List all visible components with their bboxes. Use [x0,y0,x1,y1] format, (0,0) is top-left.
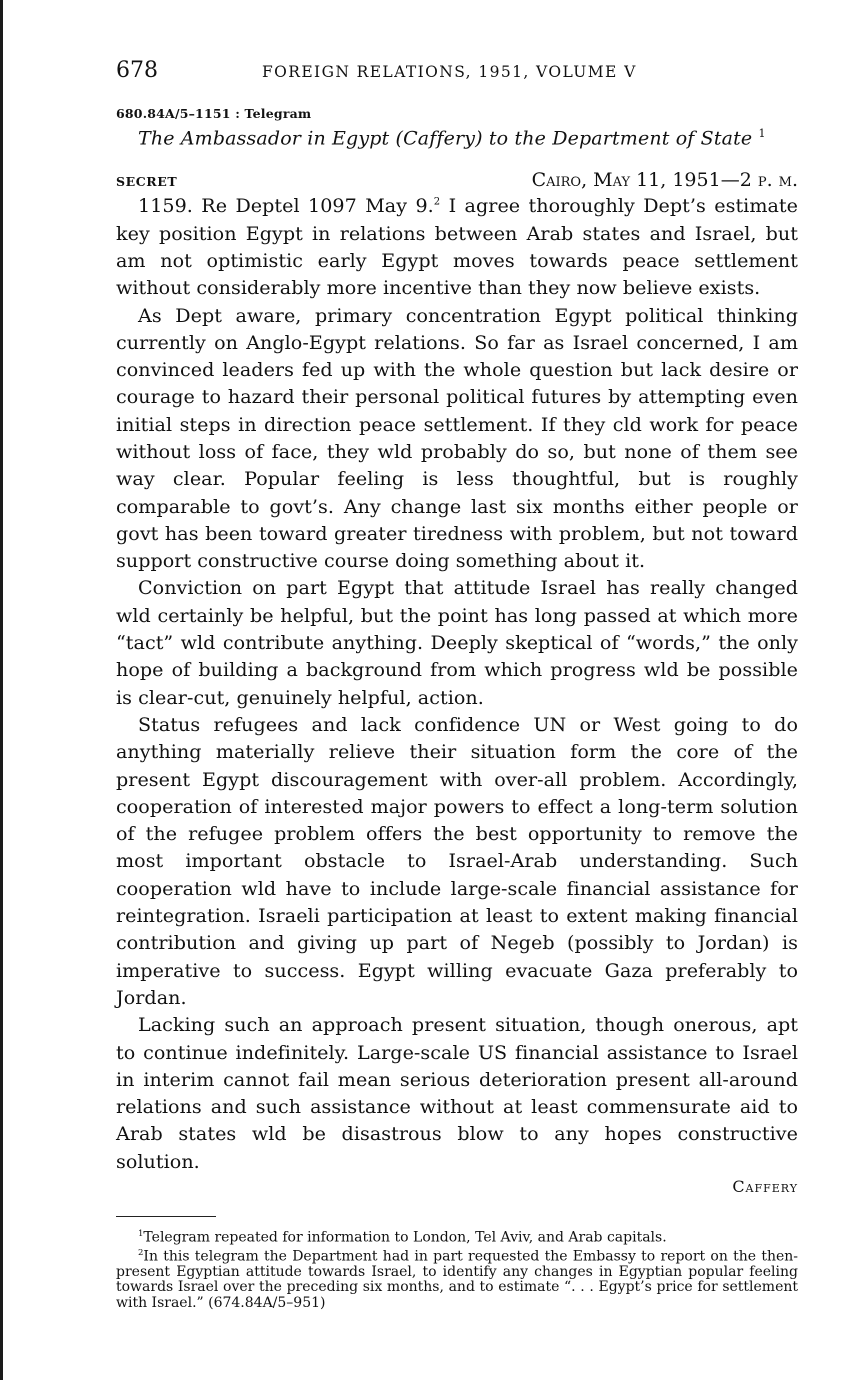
dateline: Cairo, May 11, 1951—2 p. m. [531,169,798,192]
signature: Caffery [732,1177,798,1197]
document-title-text: The Ambassador in Egypt (Caffery) to the Department of State [138,127,753,150]
footnote-marker: 1 [758,127,766,140]
paragraph-text: 1159. Re Deptel 1097 May 9. [138,194,434,218]
document-page [116,58,798,1311]
paragraph: Status refugees and lack confidence UN or West going to do anything materially relieve their situation form the core of the present Egypt discouragement with over-all problem. Accordingly, cooperation of interested major powers to effect a long-term solution of the refugee problem offers the best opportunity to remove the most important obstacle to Israel-Arab understanding. Such cooperation wld have to include large-scale financial assistance for reintegration. Israeli participation at least to extent making financial contribution and giving up part of Negeb (possibly to Jordan) is imperative to success. Egypt willing evacuate Gaza preferably to Jordan. [116,712,798,1009]
footnote [116,1227,798,1246]
footnote-marker: 1 [138,1229,144,1240]
page-number: 678 [116,58,158,83]
footnote-text: In this telegram the Department had in part requested the Embassy to report on the then-present Egyptian attitude towards Israel, to identify any changes in Egyptian popular feeling towards Israel over the preceding six months, and to estimate “. . . Egypt’s price for settlement with Israel.” (674.84A/5–951) [116,1248,798,1311]
footnote [116,1246,798,1311]
footnote-marker: 2 [138,1247,144,1258]
footnote-text: Telegram repeated for information to London, Tel Aviv, and Arab capitals. [143,1229,667,1246]
footnote-marker: 2 [433,196,441,208]
paragraph: Lacking such an approach present situation, though onerous, apt to continue indefinitely. Large-scale US financial assistance to Israel in interim cannot fail mean serious deterioration present all-around relations and such assistance without at least commensurate aid to Arab states wld be disastrous blow to any hopes constructive solution. [116,1013,798,1173]
running-header [116,58,798,90]
paragraph: Conviction on part Egypt that attitude Israel has really changed wld certainly be helpful, but the point has long passed at which more “tact” wld contribute anything. Deeply skeptical of “words,” the only hope of building a background from which progress wld be possible is clear-cut, genuinely helpful, action. [116,576,798,709]
paragraph-text: I agree thoroughly Dept’s estimate key position Egypt in relations between Arab states and Israel, but am not optimistic early Egypt moves towards peace settlement without considerably more incentive than they now believe exists. [116,194,798,300]
file-reference: 680.84A/5–1151 : Telegram [116,106,312,121]
document-body [116,192,798,1175]
paragraph [116,192,798,301]
page-edge [0,0,3,1380]
paragraph: As Dept aware, primary concentration Egypt political thinking currently on Anglo-Egypt relations. So far as Israel concerned, I am convinced leaders fed up with the whole question but lack desire or courage to hazard their personal political futures by attempting even initial steps in direction peace settlement. If they cld work for peace without loss of face, they wld probably do so, but none of them see way clear. Popular feeling is less thoughtful, but is roughly comparable to govt’s. Any change last six months either people or govt has been toward greater tiredness with problem, but not toward support constructive course doing something about it. [116,303,798,573]
footnote-divider [116,1216,216,1217]
footnotes [116,1227,798,1311]
header-meta-row [116,169,798,191]
document-title [138,127,798,149]
running-title: FOREIGN RELATIONS, 1951, VOLUME V [262,63,637,81]
classification-label: SECRET [116,174,178,190]
